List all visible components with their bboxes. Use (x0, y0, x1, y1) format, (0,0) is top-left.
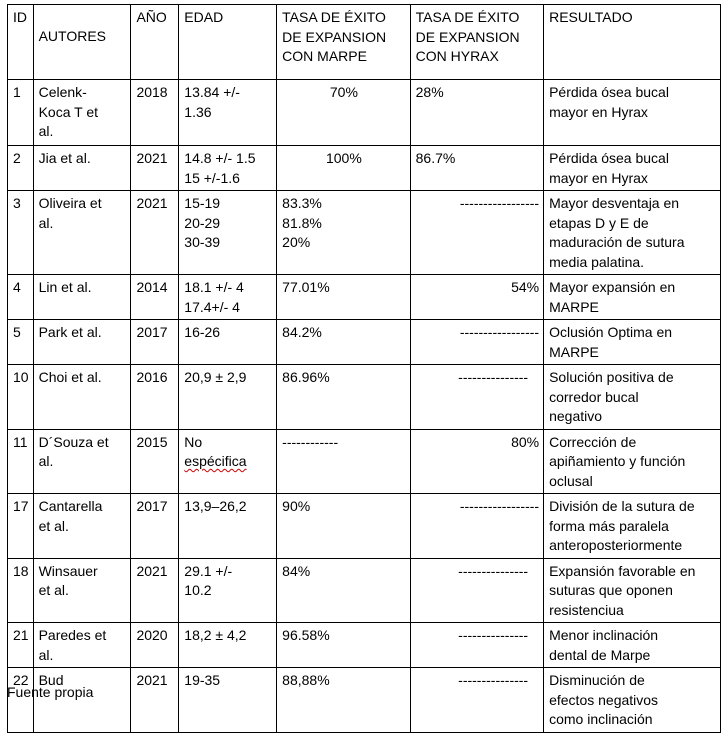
cell-resultado: Pérdida ósea bucal mayor en Hyrax (544, 146, 721, 191)
cell-edad: No espécifica (179, 429, 277, 494)
table-row (8, 275, 721, 320)
cell-hyrax: 28% (410, 80, 543, 146)
cell-edad: 18,2 ± 4,2 (179, 623, 277, 668)
cell-id: 2 (8, 146, 34, 191)
table-source-note: Fuente propia (7, 684, 94, 700)
cell-edad: 18.1 +/- 4 17.4+/- 4 (179, 275, 277, 320)
cell-resultado: Expansión favorable en suturas que oponen resistenciua (544, 558, 721, 623)
cell-hyrax: --------------- (410, 623, 543, 668)
cell-hyrax: --------------- (410, 668, 543, 733)
cell-autores: Bud (33, 668, 131, 733)
cell-marpe: 84% (277, 558, 410, 623)
cell-edad: 19-35 (179, 668, 277, 733)
cell-marpe: 70% (277, 80, 410, 146)
cell-hyrax: ----------------- (410, 494, 543, 559)
cell-ano: 2017 (131, 320, 179, 365)
table-row (8, 80, 721, 146)
table-row (8, 494, 721, 559)
cell-autores: Jia et al. (33, 146, 131, 191)
cell-marpe: 100% (277, 146, 410, 191)
cell-hyrax: 80% (410, 429, 543, 494)
cell-autores: Cantarella et al. (33, 494, 131, 559)
cell-marpe: 90% (277, 494, 410, 559)
cell-edad: 29.1 +/- 10.2 (179, 558, 277, 623)
cell-id: 17 (8, 494, 34, 559)
cell-resultado: Pérdida ósea bucal mayor en Hyrax (544, 80, 721, 146)
cell-id: 18 (8, 558, 34, 623)
table-row (8, 191, 721, 275)
cell-ano: 2021 (131, 191, 179, 275)
cell-ano: 2021 (131, 146, 179, 191)
cell-id: 3 (8, 191, 34, 275)
cell-autores: Lin et al. (33, 275, 131, 320)
cell-ano: 2017 (131, 494, 179, 559)
cell-id: 22 (8, 668, 34, 733)
table-row (8, 623, 721, 668)
cell-edad: 13,9–26,2 (179, 494, 277, 559)
cell-ano: 2021 (131, 668, 179, 733)
cell-resultado: Corrección de apiñamiento y función oclusal (544, 429, 721, 494)
cell-hyrax: 54% (410, 275, 543, 320)
results-table (7, 4, 721, 733)
header-resultado: RESULTADO (544, 5, 721, 80)
cell-edad: 13.84 +/- 1.36 (179, 80, 277, 146)
cell-resultado: Solución positiva de corredor bucal negativo (544, 365, 721, 430)
cell-hyrax: --------------- (410, 558, 543, 623)
cell-id: 21 (8, 623, 34, 668)
header-row (8, 5, 721, 80)
cell-id: 11 (8, 429, 34, 494)
cell-marpe: 88,88% (277, 668, 410, 733)
table-row (8, 558, 721, 623)
header-ano: AÑO (131, 5, 179, 80)
cell-ano: 2015 (131, 429, 179, 494)
cell-autores: Celenk- Koca T et al. (33, 80, 131, 146)
header-autores: AUTORES (33, 5, 131, 80)
table-row (8, 365, 721, 430)
cell-resultado: Disminución de efectos negativos como inclinación (544, 668, 721, 733)
cell-edad: 16-26 (179, 320, 277, 365)
cell-edad: 14.8 +/- 1.5 15 +/-1.6 (179, 146, 277, 191)
cell-marpe: ------------ (277, 429, 410, 494)
cell-resultado: Oclusión Optima en MARPE (544, 320, 721, 365)
cell-marpe: 83.3% 81.8% 20% (277, 191, 410, 275)
table-row (8, 146, 721, 191)
header-edad: EDAD (179, 5, 277, 80)
cell-hyrax: --------------- (410, 365, 543, 430)
cell-hyrax: 86.7% (410, 146, 543, 191)
cell-id: 4 (8, 275, 34, 320)
cell-edad: 15-19 20-29 30-39 (179, 191, 277, 275)
spellcheck-underline: espécifica (184, 453, 247, 469)
table-row (8, 668, 721, 733)
cell-ano: 2014 (131, 275, 179, 320)
cell-id: 5 (8, 320, 34, 365)
cell-resultado: Mayor desventaja en etapas D y E de maduración de sutura media palatina. (544, 191, 721, 275)
cell-resultado: División de la sutura de forma más paralela anteroposteriormente (544, 494, 721, 559)
table-row (8, 320, 721, 365)
cell-autores: Paredes et al. (33, 623, 131, 668)
header-tasa-hyrax: TASA DE ÉXITO DE EXPANSION CON HYRAX (410, 5, 543, 80)
cell-ano: 2018 (131, 80, 179, 146)
cell-resultado: Mayor expansión en MARPE (544, 275, 721, 320)
cell-marpe: 84.2% (277, 320, 410, 365)
cell-resultado: Menor inclinación dental de Marpe (544, 623, 721, 668)
table-row (8, 429, 721, 494)
cell-marpe: 86.96% (277, 365, 410, 430)
cell-autores: D´Souza et al. (33, 429, 131, 494)
header-tasa-marpe: TASA DE ÉXITO DE EXPANSION CON MARPE (277, 5, 410, 80)
cell-autores: Winsauer et al. (33, 558, 131, 623)
cell-autores: Choi et al. (33, 365, 131, 430)
header-id: ID (8, 5, 34, 80)
cell-ano: 2016 (131, 365, 179, 430)
cell-edad: 20,9 ± 2,9 (179, 365, 277, 430)
cell-ano: 2020 (131, 623, 179, 668)
cell-marpe: 77.01% (277, 275, 410, 320)
cell-autores: Oliveira et al. (33, 191, 131, 275)
cell-ano: 2021 (131, 558, 179, 623)
cell-autores: Park et al. (33, 320, 131, 365)
cell-marpe: 96.58% (277, 623, 410, 668)
cell-id: 10 (8, 365, 34, 430)
cell-hyrax: ----------------- (410, 320, 543, 365)
cell-hyrax: ----------------- (410, 191, 543, 275)
cell-id: 1 (8, 80, 34, 146)
